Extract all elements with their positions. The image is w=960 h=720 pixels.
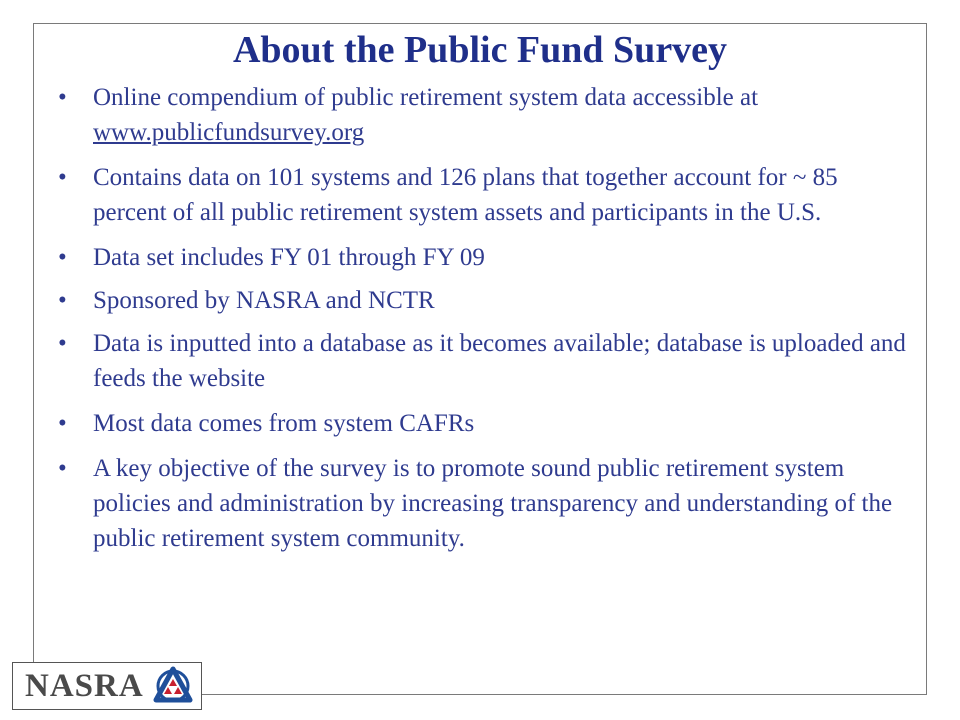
bullet-item (58, 451, 908, 556)
slide-title: About the Public Fund Survey (232, 29, 728, 71)
bullet-text: Most data comes from system CAFRs (93, 410, 475, 437)
bullet-item (58, 160, 908, 230)
logo-text: NASRA (25, 667, 144, 704)
bullet-text: Data set includes FY 01 through FY 09 (93, 244, 485, 271)
bullet-text: Sponsored by NASRA and NCTR (93, 287, 435, 314)
bullet-text: Online compendium of public retirement system data accessible at (93, 84, 759, 111)
bullet-item (58, 326, 908, 396)
bullet-text: Data is inputted into a database as it becomes available; database is uploaded and feeds the website (93, 330, 906, 392)
bullet-item (58, 406, 908, 441)
bullet-item (58, 80, 908, 150)
bullet-item (58, 240, 908, 275)
bullet-item (58, 283, 908, 318)
survey-link[interactable]: www.publicfundsurvey.org (93, 119, 365, 146)
bullet-text: Contains data on 101 systems and 126 plans that together account for ~ 85 percent of all public retirement system assets and participants in the U.S. (93, 164, 838, 226)
bullet-text: A key objective of the survey is to promote sound public retirement system policies and administration by increasing transparency and understanding of the public retirement system community. (93, 455, 893, 552)
nasra-logo (12, 662, 202, 710)
nasra-logo-mark-icon (152, 666, 194, 706)
bullet-list (58, 80, 908, 556)
